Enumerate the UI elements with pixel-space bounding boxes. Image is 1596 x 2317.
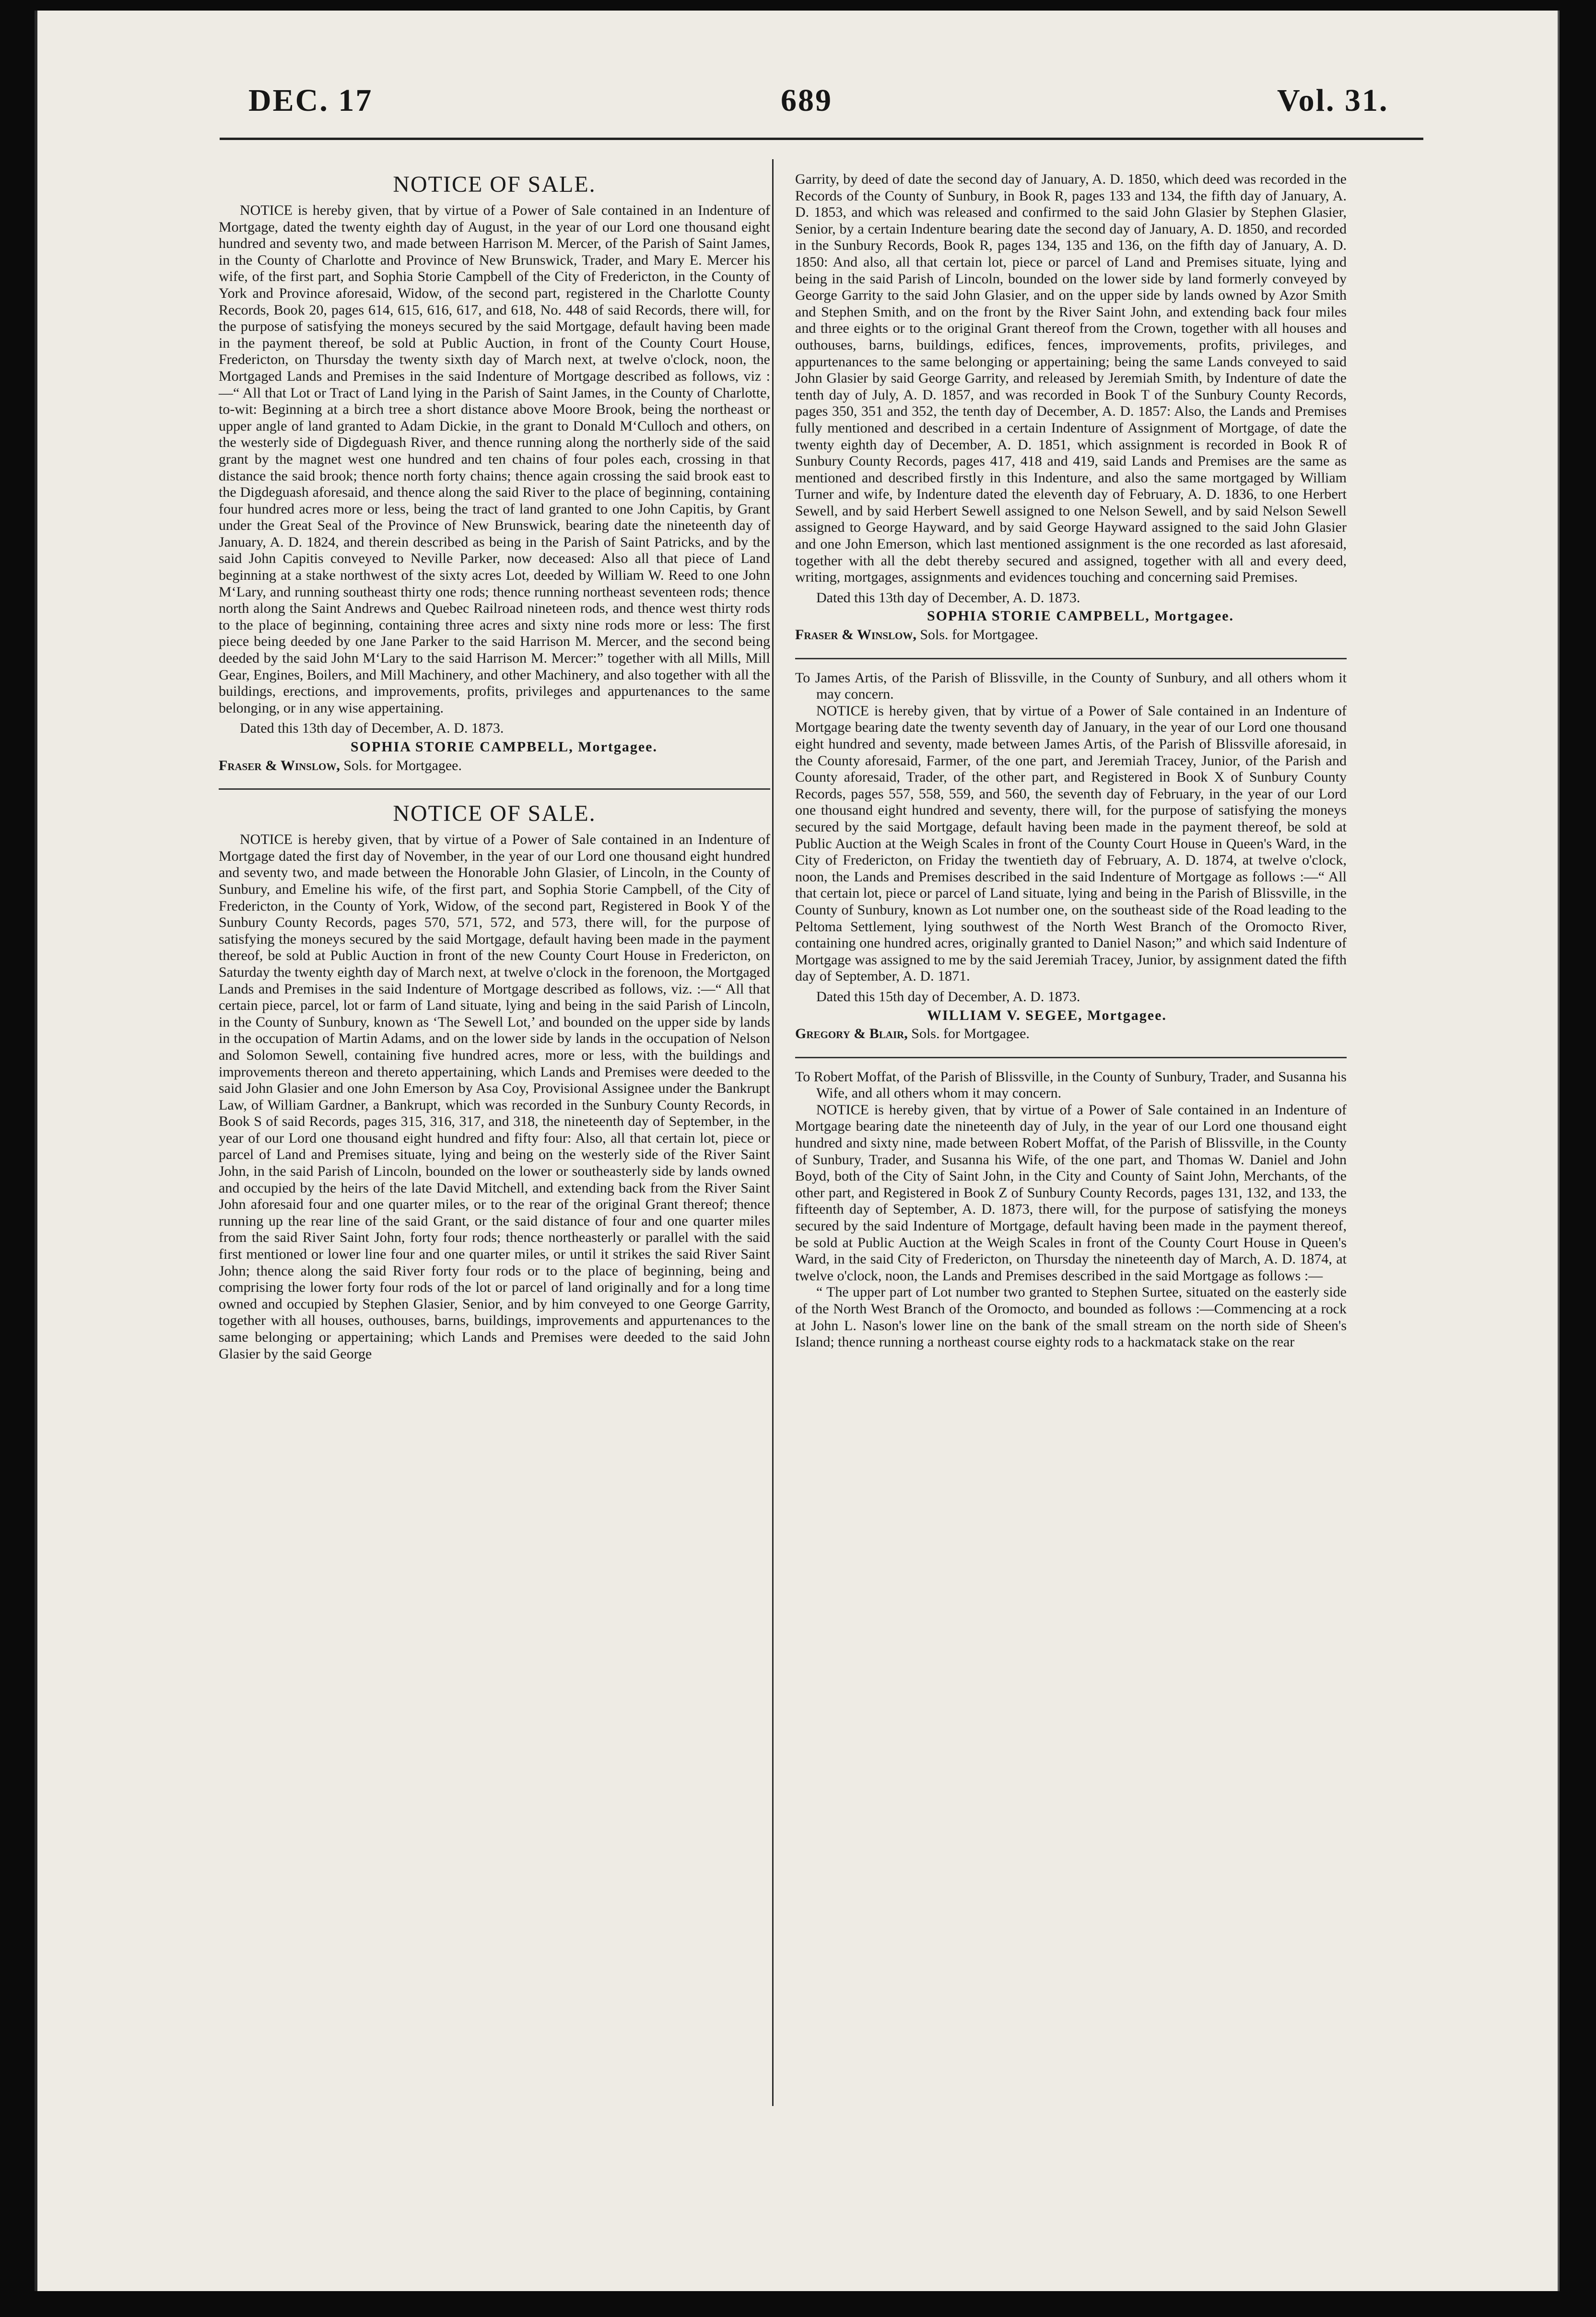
notice-signature: SOPHIA STORIE CAMPBELL, Mortgagee. <box>351 739 657 755</box>
notice-dated: Dated this 13th day of December, A. D. 1873. <box>240 720 504 737</box>
notice-solicitors <box>219 758 770 774</box>
notice-dated: Dated this 13th day of December, A. D. 1873. <box>816 589 1080 606</box>
notice-campbell-glasier-continued <box>795 171 1347 644</box>
notice-signature: SOPHIA STORIE CAMPBELL, Mortgagee. <box>927 608 1234 624</box>
notice-address: To James Artis, of the Parish of Blissville, in the County of Sunbury, and all others whom it may concern. <box>795 669 1347 702</box>
notice-divider <box>795 658 1347 659</box>
solicitors-firm: Fraser & Winslow, <box>219 757 340 773</box>
solicitors-firm: Gregory & Blair, <box>795 1026 908 1042</box>
notice-segee-artis <box>795 670 1347 1042</box>
notice-solicitors <box>795 1026 1347 1042</box>
notice-address: To Robert Moffat, of the Parish of Blissville, in the County of Sunbury, Trader, and Susanna his Wife, and all others whom it may concern. <box>795 1068 1347 1101</box>
header-page-number: 689 <box>781 83 833 118</box>
newspaper-page <box>35 11 1560 2291</box>
solicitors-role: Sols. for Mortgagee. <box>340 757 462 773</box>
notice-signature: WILLIAM V. SEGEE, Mortgagee. <box>927 1007 1167 1023</box>
notice-divider <box>219 788 770 790</box>
header-date: DEC. 17 <box>248 83 373 118</box>
notice-body: NOTICE is hereby given, that by virtue of a Power of Sale contained in an Indenture of Mortgage bearing date the twenty seventh day of January, in the year of our Lord one thousand eight hundred and seventy, made between James Artis, of the Parish of Blissville aforesaid, in the County aforesaid, Farmer, of the one part, and Jeremiah Tracey, Junior, of the Parish and County aforesaid, Trader, of the other part, and Registered in Book X of Sunbury County Records, pages 557, 558, 559, and 560, the seventh day of February, in the year of our Lord one thousand eight hundred and seventy, there will, for the purpose of satisfying the moneys secured by the said Mortgage, default having been made in the payment thereof, be sold at Public Auction at the Weigh Scales in front of the County Court House in Queen's Ward, in the City of Fredericton, on Friday the twentieth day of February, A. D. 1874, at twelve o'clock, noon, the Lands and Premises described in the said Indenture of Mortgage as follows :—“ All that certain lot, piece or parcel of Land situate, lying and being in the Parish of Blissville, in the County of Sunbury, known as Lot number one, on the southeast side of the Road leading to the Peltoma Settlement, lying southwest of the North West Branch of the Oromocto River, containing one hundred acres, originally granted to Daniel Nason;” and which said Indenture of Mortgage was assigned to me by the said Jeremiah Tracey, Junior, by assignment dated the fifth day of September, A. D. 1871. <box>795 702 1347 984</box>
notice-divider <box>795 1057 1347 1058</box>
notice-campbell-mercer <box>219 171 770 774</box>
solicitors-role: Sols. for Mortgagee. <box>916 627 1038 643</box>
notice-body: NOTICE is hereby given, that by virtue of a Power of Sale contained in an Indenture of Mortgage, dated the twenty eighth day of August, in the year of our Lord one thousand eight hundred and seventy two, and made between Harrison M. Mercer, of the Parish of Saint James, in the County of Charlotte and Province of New Brunswick, Trader, and Mary E. Mercer his wife, of the first part, and Sophia Storie Campbell of the City of Fredericton, in the County of York and Province aforesaid, Widow, of the second part, registered in the Charlotte County Records, Book 20, pages 614, 615, 616, 617, and 618, No. 448 of said Records, there will, for the purpose of satisfying the moneys secured by the said Mortgage, default having been made in the payment thereof, be sold at Public Auction, in front of the County Court House, Fredericton, on Thursday the twenty sixth day of March next, at twelve o'clock, noon, the Mortgaged Lands and Premises in the said Indenture of Mortgage described as follows, viz :—“ All that Lot or Tract of Land lying in the Parish of Saint James, in the County of Charlotte, to-wit: Beginning at a birch tree a short distance above Moore Brook, being the northeast or upper angle of land granted to Adam Dickie, in the grant to Donald M‘Culloch and others, on the westerly side of Digdeguash River, and thence running along the northerly side of the said grant by the magnet west one hundred and ten chains of four poles each, crossing in that distance the said brook; thence north forty chains; thence again crossing the said brook east to the Digdeguash aforesaid, and thence along the said River to the place of beginning, containing four hundred acres more or less, being the tract of land granted to one John Capitis, by Grant under the Great Seal of the Province of New Brunswick, bearing date the nineteenth day of January, A. D. 1824, and therein described as being in the Parish of Saint Patricks, and by the said John Capitis conveyed to Neville Parker, now deceased: Also all that piece of Land beginning at a stake northwest of the sixty acres Lot, deeded by William W. Reed to one John M‘Lary, and running southeast thirty one rods; thence running northeast seventeen rods; thence north along the Saint Andrews and Quebec Railroad nineteen rods, and thence west thirty rods to the place of beginning, containing three acres and sixty nine rods more or less: The first piece being deeded by one Jane Parker to the said Harrison M. Mercer, and the second being deeded by the said John M‘Lary to the said Harrison M. Mercer:” together with all Mills, Mill Gear, Engines, Boilers, and Mill Machinery, and other Machinery, and also together with all the buildings, erections, and improvements, profits, privileges and appurtenances to the same belonging, or in any wise appertaining. <box>219 202 770 716</box>
notice-body: NOTICE is hereby given, that by virtue of a Power of Sale contained in an Indenture of Mortgage dated the first day of November, in the year of our Lord one thousand eight hundred and seventy two, and made between the Honorable John Glasier, of Lincoln, in the County of Sunbury, and Emeline his wife, of the first part, and Sophia Storie Campbell, of the City of Fredericton, in the County of York, Widow, of the second part, Registered in Book Y of the Sunbury County Records, pages 570, 571, 572, and 573, there will, for the purpose of satisfying the moneys secured by the said Mortgage, default having been made in the payment thereof, be sold at Public Auction in front of the new County Court House in Fredericton, on Saturday the twenty eighth day of March next, at twelve o'clock in the forenoon, the Mortgaged Lands and Premises in the said Indenture of Mortgage described as follows, viz. :—“ All that certain piece, parcel, lot or farm of Land situate, lying and being in the said Parish of Lincoln, in the County of Sunbury, known as ‘The Sewell Lot,’ and bounded on the upper side by lands in the occupation of Martin Adams, and on the lower side by lands in the occupation of Nelson and Solomon Sewell, containing five hundred acres, more or less, with the buildings and improvements thereon and thereto appertaining, which Lands and Premises were deeded to the said John Glasier and one John Emerson by Asa Coy, Provisional Assignee under the Bankrupt Law, of William Gardner, a Bankrupt, which was recorded in the Sunbury County Records, in Book S of said Records, pages 315, 316, 317, and 318, the nineteenth day of September, in the year of our Lord one thousand eight hundred and fifty four: Also, all that certain lot, piece or parcel of Land and Premises situate, lying and being on the westerly side of the River Saint John, in the said Parish of Lincoln, bounded on the lower or southeasterly side by lands owned and occupied by the heirs of the late David Mitchell, and extending back from the River Saint John aforesaid four and one quarter miles, or to the rear of the original Grant thereof; thence running up the rear line of the said Grant, or the said distance of four and one quarter miles from the said River Saint John, forty four rods; thence northeasterly or parallel with the said first mentioned or lower line four and one quarter miles, or until it strikes the said River Saint John; thence along the said River forty four rods or to the place of beginning, being and comprising the lower forty four rods of the lot or parcel of land originally and for a long time owned and occupied by Stephen Glasier, Senior, and by him conveyed to one George Garrity, together with all houses, outhouses, barns, buildings, improvements and appurtenances to the same belonging or appertaining; which Lands and Premises were deeded to the said John Glasier by the said George <box>219 831 770 1362</box>
notice-body: NOTICE is hereby given, that by virtue of a Power of Sale contained in an Indenture of Mortgage bearing date the nineteenth day of July, in the year of our Lord one thousand eight hundred and sixty nine, made between Robert Moffat, of the Parish of Blissville, in the County of Sunbury, Trader, and Susanna his Wife, of the one part, and Thomas W. Daniel and John Boyd, both of the City of Saint John, in the City and County of Saint John, Merchants, of the other part, and Registered in Book Z of Sunbury County Records, pages 131, 132, and 133, the fifteenth day of September, A. D. 1873, there will, for the purpose of satisfying the moneys secured by the said Indenture of Mortgage, default having been made in the payment thereof, be sold at Public Auction at the Weigh Scales in front of the County Court House in Queen's Ward, in the said City of Fredericton, on Thursday the nineteenth day of March, A. D. 1874, at twelve o'clock, noon, the Lands and Premises described in the said Mortgage as follows :— <box>795 1101 1347 1284</box>
solicitors-firm: Fraser & Winslow, <box>795 627 916 643</box>
notice-quote: “ The upper part of Lot number two granted to Stephen Surtee, situated on the easterly side of the North West Branch of the Oromocto, and bounded as follows :—Commencing at a rock at John L. Nason's lower line on the bank of the small stream on the north side of Sheen's Island; thence running a northeast course eighty rods to a hackmatack stake on the rear <box>795 1284 1347 1350</box>
notice-title: NOTICE OF SALE. <box>393 172 596 197</box>
notice-solicitors <box>795 627 1347 644</box>
header-rule <box>220 138 1423 140</box>
notice-moffat <box>795 1069 1347 1351</box>
left-column <box>219 171 770 1377</box>
notice-dated: Dated this 15th day of December, A. D. 1873. <box>816 988 1080 1005</box>
solicitors-role: Sols. for Mortgagee. <box>907 1026 1030 1042</box>
notice-title: NOTICE OF SALE. <box>393 801 596 827</box>
notice-body-continued: Garrity, by deed of date the second day of January, A. D. 1850, which deed was recorded in the Records of the County of Sunbury, in Book R, pages 133 and 134, the fifth day of January, A. D. 1853, and which was released and confirmed to the said John Glasier by Stephen Glasier, Senior, by a certain Indenture bearing date the second day of January, A. D. 1850, and recorded in the Sunbury Records, Book R, pages 134, 135 and 136, on the fifth day of January, A. D. 1850: And also, all that certain lot, piece or parcel of Land and Premises situate, lying and being in the said Parish of Lincoln, bounded on the lower side by land formerly conveyed by George Garrity to the said John Glasier, and on the upper side by lands owned by Azor Smith and Stephen Smith, and on the front by the River Saint John, and extending back four miles and three eights or to the original Grant thereof from the Crown, together with all houses and outhouses, barns, buildings, edifices, fences, improvements, profits, privileges, and appurtenances to the same belonging or appertaining; being the same Lands conveyed to said John Glasier by said George Garrity, and released by Jeremiah Smith, by Indenture of date the tenth day of July, A. D. 1857, and was recorded in Book T of the Sunbury County Records, pages 350, 351 and 352, the tenth day of December, A. D. 1857: Also, the Lands and Premises fully mentioned and described in a certain Indenture of Assignment of Mortgage, of date the twenty eighth day of December, A. D. 1851, which assignment is recorded in Book R of Sunbury County Records, pages 417, 418 and 419, said Lands and Premises are the same as mentioned and described firstly in this Indenture, and also the same mortgaged by William Turner and wife, by Indenture dated the eleventh day of February, A. D. 1836, to one Herbert Sewell, and by said Herbert Sewell assigned to one Nelson Sewell, and by said Nelson Sewell assigned to George Hayward, and by said George Hayward assigned to the said John Glasier and one John Emerson, which last mentioned assignment is the one recorded as last aforesaid, together with all the debt thereby secured and assigned, together with all and every deed, writing, mortgages, assignments and evidences touching and concerning said Premises. <box>795 171 1347 585</box>
right-column <box>795 171 1347 1365</box>
page-header <box>37 82 1558 135</box>
header-volume: Vol. 31. <box>1277 83 1389 118</box>
notice-campbell-glasier <box>219 800 770 1362</box>
column-divider <box>772 159 774 2106</box>
